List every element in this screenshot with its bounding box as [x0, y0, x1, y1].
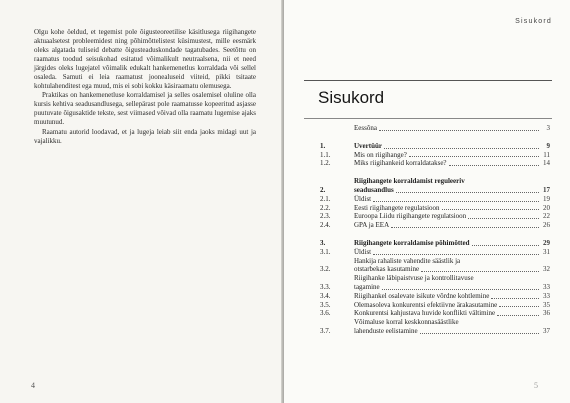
toc-entry-3-6: [320, 309, 550, 318]
toc-label-text: Mis on riigihange?: [354, 150, 407, 159]
preface-paragraph: Olgu kohe öeldud, et tegemist pole õigusteoreetilise käsitlusega riigihangete aktuaalsetest probleemidest ning põhimõttelistest küsimustest, mille eesmärk oleks algatada tuliseid debatte õigusteaduskondade tagatubades. Seetõttu on raamatus toodud seisukohad esitatud võimalikult neutraalsena, nii et need järgides oleks lugejatel võimalik edukalt hankemenetlus korraldada või sellel osaleda. Samuti ei leia raamatust joonealuseid viiteid, pikki tsitaate kohtulahenditest ega muud, mis ei sobi kokku käsiraamatu olemusega.: [34, 28, 256, 91]
toc-page-number: 3: [546, 124, 550, 132]
toc-label-line: [354, 124, 550, 133]
toc-number: 1.: [320, 141, 326, 150]
toc-label: [354, 204, 550, 213]
dot-leader: [449, 165, 539, 166]
toc-label: [354, 318, 550, 336]
toc-label-text: Uvertüür: [354, 141, 382, 150]
toc-label-text: seadusandlus: [354, 185, 394, 194]
toc-number: 2.2.: [320, 203, 331, 212]
running-head: Sisukord: [515, 18, 552, 25]
toc-label: [354, 239, 550, 248]
toc-label: [354, 301, 550, 310]
dot-leader: [384, 148, 539, 149]
toc-number: 3.5.: [320, 300, 331, 309]
toc-label-text: lahenduste eelistamine: [354, 326, 418, 335]
toc-label-text: Hankija rahaliste vahendite säästlik ja: [354, 256, 461, 265]
toc-entry-3-4: [320, 292, 550, 301]
toc-page-number: 20: [543, 203, 550, 212]
left-page: [0, 0, 283, 403]
toc-label-line: [354, 159, 550, 168]
toc-label: [354, 159, 550, 168]
toc-label-text: Miks riigihankeid korraldatakse?: [354, 159, 447, 168]
toc-label: [354, 177, 550, 195]
toc-entry-1-1: [320, 151, 550, 160]
toc-number: 3.6.: [320, 309, 331, 318]
dot-leader: [442, 209, 539, 210]
toc-entry-2-4: [320, 221, 550, 230]
toc-number: 3.1.: [320, 247, 331, 256]
toc-number: 2.3.: [320, 212, 331, 221]
toc-page-number: 37: [543, 326, 550, 335]
toc-label-text: Üldist: [354, 247, 372, 256]
toc-page-number: 14: [543, 159, 550, 168]
toc-label: [354, 274, 550, 292]
toc-label-text: Konkurentsi kahjustava huvide konflikti vältimine: [354, 309, 496, 318]
toc-label-text: Üldist: [354, 194, 372, 203]
page-title: Sisukord: [318, 88, 385, 107]
dot-leader: [396, 192, 539, 193]
toc-page-number: 31: [543, 247, 550, 256]
title-rule-bottom: [304, 118, 552, 119]
toc-label-line: [354, 142, 550, 151]
toc-spacer: [320, 133, 550, 142]
toc-label-line: [354, 327, 550, 336]
toc-label: [354, 221, 550, 230]
dot-leader: [468, 218, 539, 219]
toc-page-number: 35: [543, 300, 550, 309]
dot-leader: [491, 298, 539, 299]
toc-entry-3-3: [320, 274, 550, 292]
toc-label-text: Olemasoleva konkurentsi efektiivne ärakasutamine: [354, 300, 498, 309]
toc-label-line: [354, 283, 550, 292]
toc-page-number: 11: [543, 150, 550, 159]
toc-number: 2.: [320, 185, 326, 194]
toc-page-number: 22: [543, 212, 550, 221]
toc-number: 1.2.: [320, 159, 331, 168]
toc-label-line: [354, 265, 550, 274]
toc-chapter-3: [320, 239, 550, 248]
toc-number: 1.1.: [320, 150, 331, 159]
toc-label-line: [354, 318, 550, 327]
preface-text: [34, 28, 256, 146]
toc-page-number: 29: [543, 238, 550, 247]
toc-label-line: [354, 212, 550, 221]
dot-leader: [497, 315, 539, 316]
toc-label-line: [354, 257, 550, 266]
toc-label-line: [354, 177, 550, 186]
toc-page-number: 17: [543, 185, 550, 194]
dot-leader: [373, 254, 539, 255]
dot-leader: [379, 130, 539, 131]
toc-label: [354, 257, 550, 275]
toc-label-text: GPA ja EEA: [354, 221, 390, 230]
toc-label-text: tagamine: [354, 282, 380, 291]
toc-entry-2-2: [320, 204, 550, 213]
toc-label-line: [354, 301, 550, 310]
preface-paragraph: Raamatu autorid loodavad, et ja lugeja leiab siit enda jaoks midagi uut ja vajalikku.: [34, 127, 256, 145]
toc-label: [354, 292, 550, 301]
table-of-contents: [320, 124, 550, 336]
toc-entry-3-1: [320, 248, 550, 257]
toc-label-text: Riigihankel osalevate isikute võrdne kohtlemine: [354, 291, 490, 300]
left-page-number: 4: [31, 381, 35, 390]
toc-label-line: [354, 186, 550, 195]
toc-label-text: Riigihanke läbipaistvuse ja kontrollitavuse: [354, 274, 474, 283]
toc-number: 2.1.: [320, 194, 331, 203]
toc-label: [354, 309, 550, 318]
toc-number: 3.7.: [320, 326, 331, 335]
toc-page-number: 33: [543, 291, 550, 300]
toc-entry-preface: [320, 124, 550, 133]
toc-label-line: [354, 274, 550, 283]
toc-spacer: [320, 168, 550, 177]
toc-number: 3.2.: [320, 265, 331, 274]
toc-label-line: [354, 221, 550, 230]
toc-label-text: Riigihangete korraldamist reguleeriv: [354, 177, 465, 186]
dot-leader: [472, 245, 540, 246]
toc-page-number: 9: [546, 141, 550, 150]
toc-label-line: [354, 151, 550, 160]
toc-entry-2-3: [320, 212, 550, 221]
toc-label-text: Euroopa Liidu riigihangete regulatsioon: [354, 212, 467, 221]
toc-number: 3.3.: [320, 282, 331, 291]
toc-page-number: 36: [543, 309, 550, 318]
toc-entry-3-2: [320, 257, 550, 275]
toc-label-line: [354, 309, 550, 318]
dot-leader: [409, 156, 539, 157]
toc-entry-3-5: [320, 301, 550, 310]
toc-label-line: [354, 292, 550, 301]
toc-page-number: 33: [543, 282, 550, 291]
toc-label: [354, 248, 550, 257]
dot-leader: [420, 333, 539, 334]
toc-number: 2.4.: [320, 221, 331, 230]
dot-leader: [391, 227, 539, 228]
toc-label-text: Riigihangete korraldamise põhimõtted: [354, 238, 470, 247]
toc-entry-3-7: [320, 318, 550, 336]
dot-leader: [382, 289, 539, 290]
toc-label: [354, 212, 550, 221]
right-page: [284, 0, 570, 403]
dot-leader: [373, 201, 539, 202]
toc-label: [354, 151, 550, 160]
toc-page-number: 19: [543, 194, 550, 203]
toc-label-line: [354, 239, 550, 248]
toc-page-number: 32: [543, 265, 550, 274]
toc-number: 3.4.: [320, 291, 331, 300]
toc-entry-1-2: [320, 159, 550, 168]
toc-label-text: otstarbekas kasutamine: [354, 265, 420, 274]
toc-chapter-2: [320, 177, 550, 195]
toc-label: [354, 142, 550, 151]
title-rule-top: [304, 80, 552, 81]
toc-label-text: Eesti riigihangete regulatsioon: [354, 203, 440, 212]
toc-spacer: [320, 230, 550, 239]
right-page-number: 5: [534, 381, 538, 390]
toc-number: 3.: [320, 238, 326, 247]
toc-label-text: Võimaluse korral keskkonnasäästlike: [354, 318, 459, 327]
toc-label-line: [354, 195, 550, 204]
toc-label-text: Eessõna: [354, 124, 377, 132]
dot-leader: [421, 271, 539, 272]
dot-leader: [499, 306, 539, 307]
toc-label: [354, 124, 550, 133]
toc-entry-2-1: [320, 195, 550, 204]
toc-label-line: [354, 204, 550, 213]
toc-page-number: 26: [543, 221, 550, 230]
toc-chapter-1: [320, 142, 550, 151]
toc-label-line: [354, 248, 550, 257]
preface-paragraph: Praktikas on hankemenetluse korraldamisel ja selles osalemisel oluline olla kursis kehtiva seadusandlusega, sellepärast pole raamatusse kopeeritud asjasse puutuvate õigusaktide tekste, sest viimased võivad olla raamatu lugemise ajaks muutunud.: [34, 91, 256, 127]
toc-label: [354, 195, 550, 204]
